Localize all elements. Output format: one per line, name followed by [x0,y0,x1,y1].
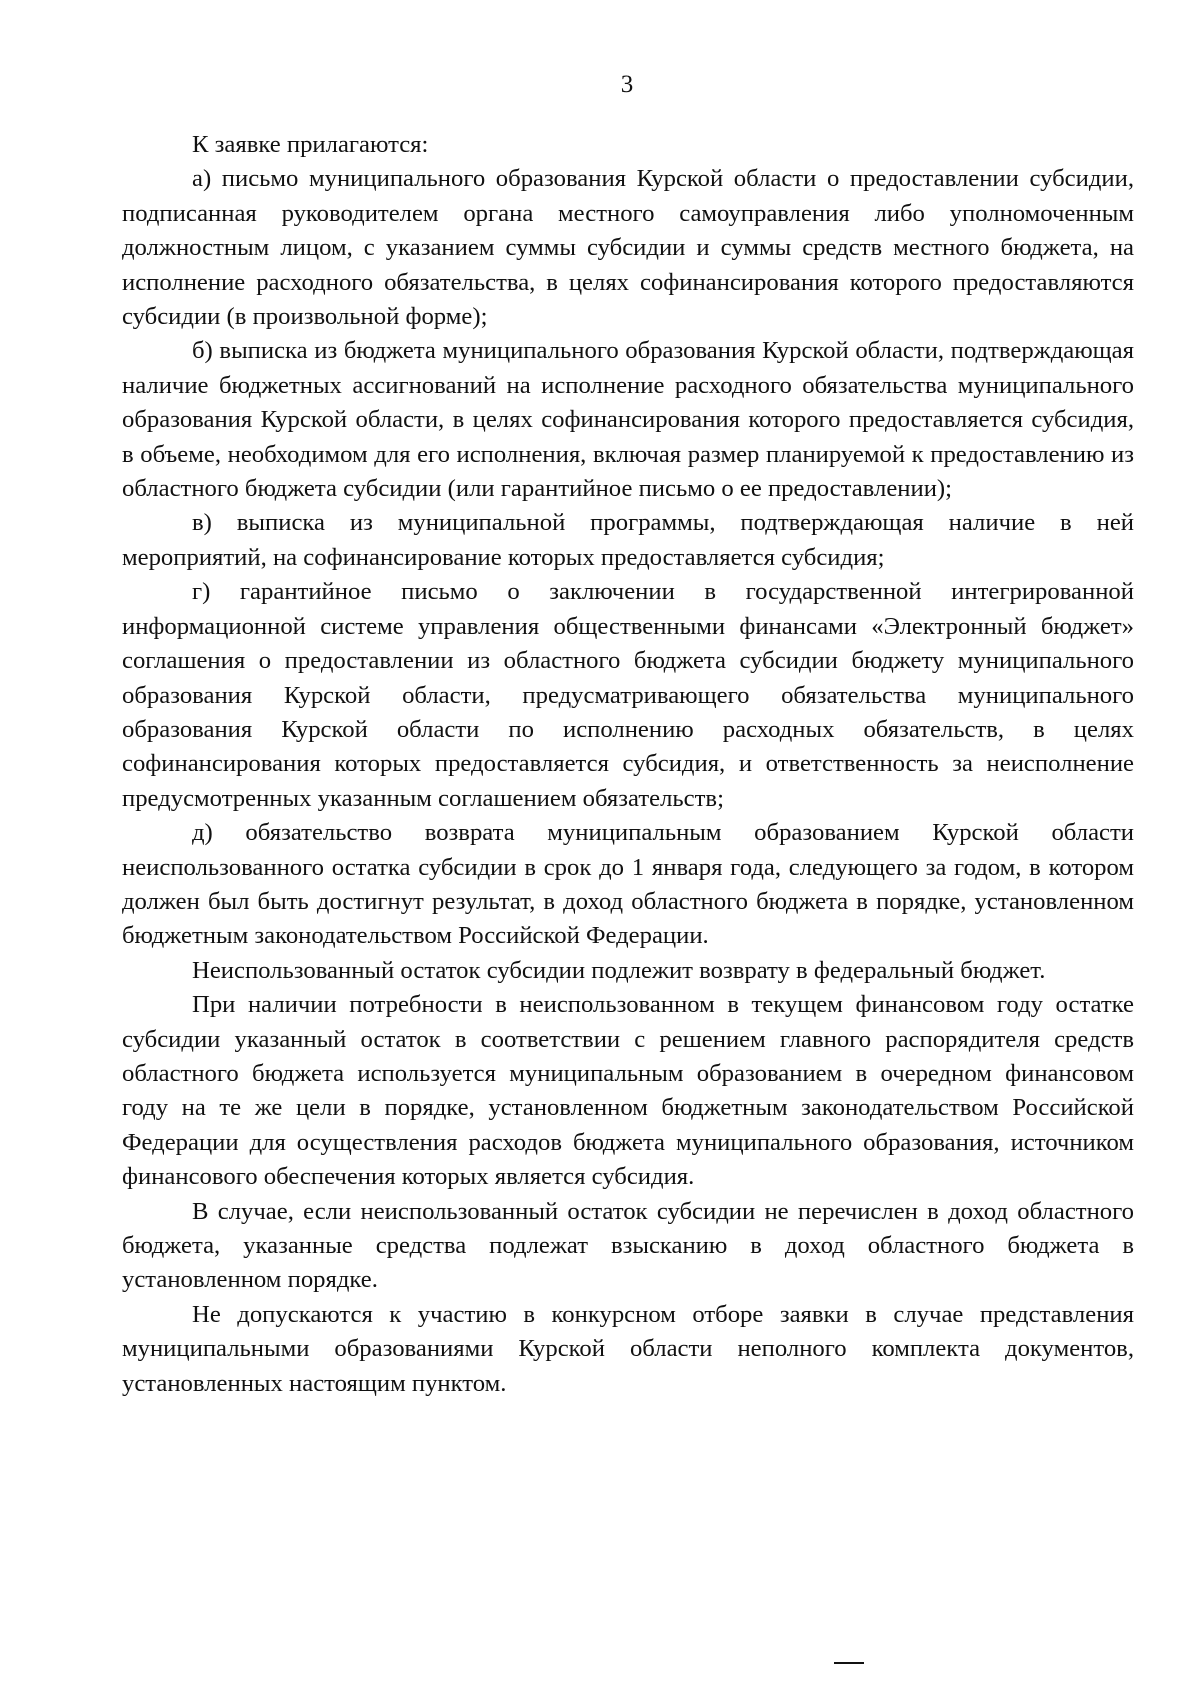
item-a-paragraph: а) письмо муниципального образования Курской области о предоставлении субсидии, подписанная руководителем органа местного самоуправления либо уполномоченным должностным лицом, с указанием суммы субсидии и суммы средств местного бюджета, на исполнение расходного обязательства, в целях софинансирования которого предоставляются субсидии (в произвольной форме); [122,165,1134,331]
page-number: 3 [620,71,634,98]
item-b-paragraph: б) выписка из бюджета муниципального образования Курской области, подтверждающая наличие бюджетных ассигнований на исполнение расходного обязательства муниципального образования Курской области, в целях софинансирования которого предоставляется субсидия, в объеме, необходимом для его исполнения, включая размер планируемой к предоставлению из областного бюджета субсидии (или гарантийное письмо о ее предоставлении); [122,337,1134,503]
need-for-balance-paragraph: При наличии потребности в неиспользованном в текущем финансовом году остатке субсидии указанный остаток в соответствии с решением главного распорядителя средств областного бюджета используется муниципальным образованием в очередном финансовом году на те же цели в порядке, установленном бюджетным законодательством Российской Федерации для осуществления расходов бюджета муниципального образования, источником финансового обеспечения которых является субсидия. [122,991,1134,1191]
intro-paragraph: К заявке прилагаются: [192,131,429,158]
incomplete-documents-paragraph: Не допускаются к участию в конкурсном отборе заявки в случае представления муниципальными образованиями Курской области неполного комплекта документов, установленных настоящим пунктом. [122,1300,1134,1397]
unused-balance-paragraph: Неиспользованный остаток субсидии подлежит возврату в федеральный бюджет. [192,956,1046,984]
document-body [122,128,1134,1401]
item-v-paragraph: в) выписка из муниципальной программы, подтверждающая наличие в ней мероприятий, на софинансирование которых предоставляется субсидия; [122,509,1134,571]
recovery-paragraph: В случае, если неиспользованный остаток субсидии не перечислен в доход областного бюджета, указанные средства подлежат взысканию в доход областного бюджета в установленном порядке. [122,1197,1134,1294]
item-d-paragraph: д) обязательство возврата муниципальным образованием Курской области неиспользованного остатка субсидии в срок до 1 января года, следующего за годом, в котором должен был быть достигнут результат, в доход областного бюджета в порядке, установленном бюджетным законодательством Российской Федерации. [122,819,1134,950]
end-of-text-dash [834,1662,864,1664]
item-g-paragraph: г) гарантийное письмо о заключении в государственной интегрированной информационной системе управления общественными финансами «Электронный бюджет» соглашения о предоставлении из областного бюджета субсидии бюджету муниципального образования Курской области, предусматривающего обязательства муниципального образования Курской области по исполнению расходных обязательств, в целях софинансирования которых предоставляется субсидия, и ответственность за неисполнение предусмотренных указанным соглашением обязательств; [122,578,1134,812]
